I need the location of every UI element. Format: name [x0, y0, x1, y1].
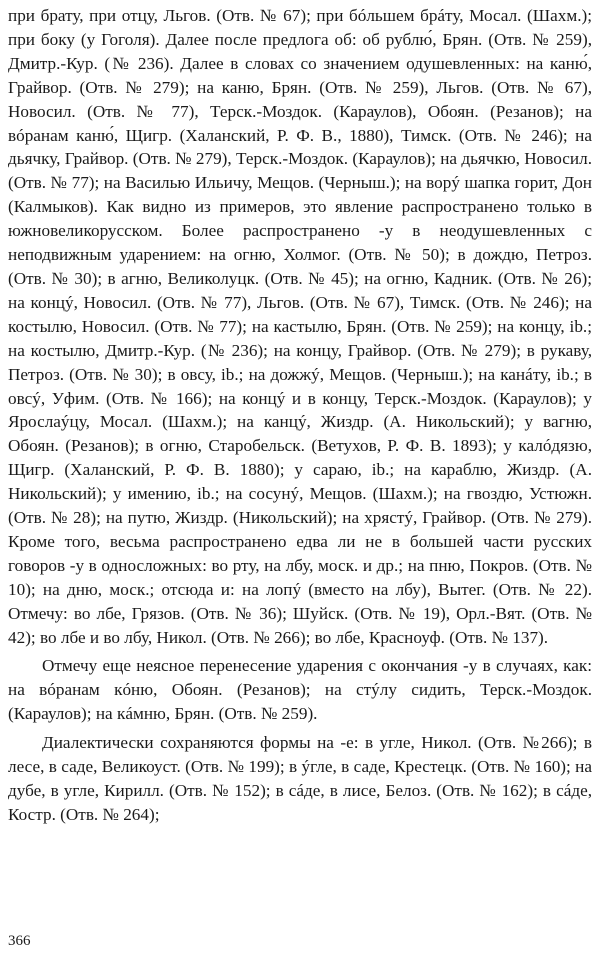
book-page: [8, 4, 592, 954]
paragraph-3: Диалектически сохраняются формы на -е: в угле, Никол. (Отв. №266); в лесе, в саде, Великоуст. (Отв. № 199); в ýгле, в саде, Крестецк. (Отв. № 160); на дубе, в угле, Кирилл. (Отв. № 152); в сáде, в лисе, Белоз. (Отв. № 162); в сáде, Костр. (Отв. № 264);: [8, 733, 592, 824]
main-text: [8, 4, 592, 827]
paragraph-1: при брату, при отцу, Льгов. (Отв. № 67); при бóльшем брáту, Мосал. (Шахм.); при боку (у Гоголя). Далее после предлога об: об рублю́, Брян. (Отв. № 259), Дмитр.-Кур. (№ 236). Далее в словах со значением одушевленных: на каню́, Грайвор. (Отв. № 279); на каню, Брян. (Отв. № 259), Льгов. (Отв. № 67), Новосил. (Отв. № 77), Терск.-Моздок. (Караулов), Обоян. (Резанов); на вóранам каню́, Щигр. (Халанский, Р. Ф. В., 1880), Тимск. (Отв. № 246); на дьячку, Грайвор. (Отв. № 279), Терск.-Моздок. (Караулов); на дьячкю, Новосил. (Отв. № 77); на Василью Ильичу, Мещов. (Черныш.); на ворý шапка горит, Дон (Калмыков). Как видно из примеров, это явление распространено только в южновеликорусском. Более распространено -у в неодушевленных с неподвижным ударением: на огню, Холмог. (Отв. № 50); в дождю, Петроз. (Отв. № 30); в агню, Великолуцк. (Отв. № 45); на огню, Кадник. (Отв. № 26); на концý, Новосил. (Отв. № 77), Льгов. (Отв. № 67), Тимск. (Отв. № 246); на костылю, Новосил. (Отв. № 77); на кастылю, Брян. (Отв. № 259); на концу, ib.; на костылю, Дмитр.-Кур. (№ 236); на концу, Грайвор. (Отв. № 279); в рукаву, Петроз. (Отв. № 30); в овсу, ib.; на дожжý, Мещов. (Черныш.); на канáту, ib.; в овсý, Уфим. (Отв. № 166); на концý и в концу, Терск.-Моздок. (Караулов); у Ярослаýцу, Мосал. (Шахм.); на канцý, Жиздр. (А. Никольский); у вагню, Обоян. (Резанов); в огню, Старобельск. (Ветухов, Р. Ф. В. 1893); у калóдязю, Щигр. (Халанский, Р. Ф. В. 1880); у сараю, ib.; на караблю, Жиздр. (А. Никольский); у имению, ib.; на сосунý, Мещов. (Шахм.); на гвоздю, Устюжн. (Отв. № 28); на путю, Жиздр. (Никольский); на хрястý, Грайвор. (Отв. № 279). Кроме того, весьма распространено едва ли не в большей части русских говоров -у в односложных: во рту, на лбу, моск. и др.; на пню, Покров. (Отв. № 10); на дню, моск.; отсюда и: на лопý (вместо на лбу), Вытег. (Отв. № 22). Отмечу: во лбе, Грязов. (Отв. № 36); Шуйск. (Отв. № 19), Орл.-Вят. (Отв. № 42); во лбе и во лбу, Никол. (Отв. № 266); во лбе, Красноуф. (Отв. № 137).: [8, 6, 592, 647]
paragraph-2: Отмечу еще неясное перенесение ударения с окончания -у в случаях, как: на вóранам кóню, Обоян. (Резанов); на стýлу сидить, Терск.-Моздок. (Караулов); на кáмню, Брян. (Отв. № 259).: [8, 656, 592, 724]
page-number: 366: [8, 933, 31, 949]
